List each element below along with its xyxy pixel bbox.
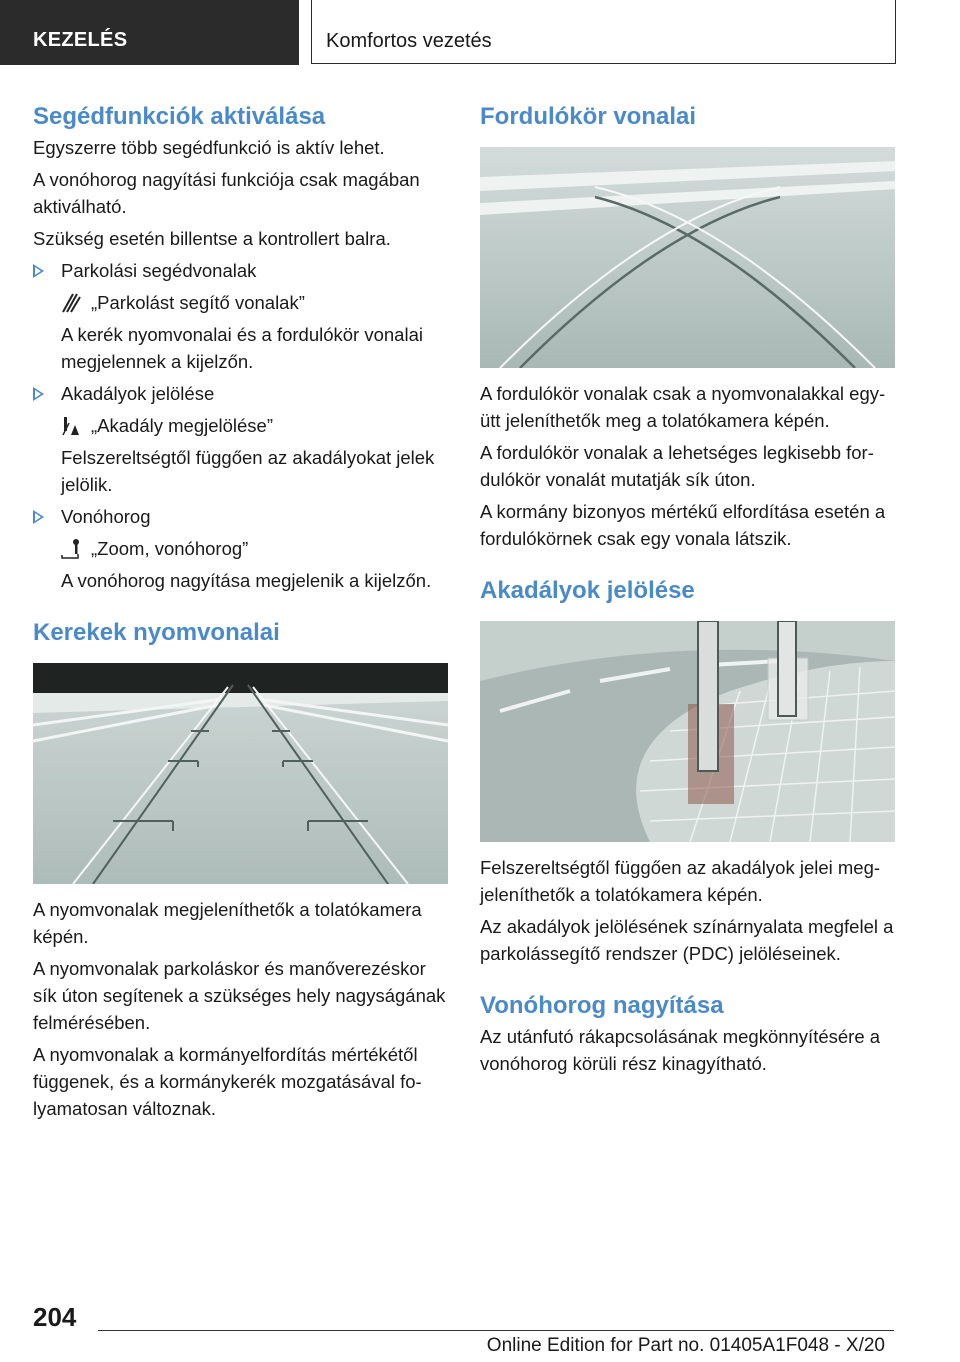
turning-circle-figure <box>480 147 895 368</box>
right-column <box>480 100 895 1077</box>
bullet-detail <box>33 289 448 375</box>
bullet-triangle-icon <box>33 387 44 401</box>
paragraph: Egyszerre több segédfunkció is aktív lehet. <box>33 137 385 158</box>
header-chapter-tab <box>311 0 896 64</box>
footer-divider <box>98 1330 894 1331</box>
paragraph: A kormány bizonyos mértékű elfordítása esetén a fordulókörnek csak egy vonala látszik. <box>480 501 886 549</box>
paragraph: A kerék nyomvonalai és a fordulókör vonalai megjelennek a kijelzőn. <box>61 324 423 372</box>
wheel-tracks-illustration <box>33 663 448 884</box>
obstacle-marking-figure <box>480 621 895 842</box>
wheel-tracks-figure <box>33 663 448 884</box>
parking-lines-icon <box>61 292 81 314</box>
option-label: „Parkolást segítő vonalak” <box>91 292 305 313</box>
page-number: 204 <box>33 1302 77 1332</box>
footer-edition: Online Edition for Part no. 01405A1F048 - X/20 <box>486 1335 885 1356</box>
paragraph: A nyomvonalak parkoláskor és manőverezéskor sík úton segítenek a szükséges hely nagyságának felmérésében. <box>33 958 446 1033</box>
bullet-item-tow-hitch <box>33 503 448 530</box>
obstacle-marking-icon <box>61 415 81 437</box>
heading-tow-hitch-zoom: Vonóhorog nagyítása <box>480 992 724 1019</box>
paragraph: A vonóhorog nagyítása megjelenik a kijelzőn. <box>61 570 432 591</box>
option-label: „Zoom, vonóhorog” <box>91 538 249 559</box>
bullet-detail <box>33 535 448 594</box>
paragraph: Az utánfutó rákapcsolásának megkönnyítésére a vonóhorog körüli rész kinagyítható. <box>480 1026 881 1074</box>
paragraph: A vonóhorog nagyítási funkciója csak magában aktiválható. <box>33 169 420 217</box>
tow-hitch-icon <box>61 538 81 560</box>
paragraph: A nyomvonalak a kormányelfordítás mértékétől függenek, és a kormánykerék mozgatásával folyamatosan változnak. <box>33 1044 422 1119</box>
bullet-label: Akadályok jelölése <box>61 383 215 404</box>
heading-wheel-tracks: Kerekek nyomvonalai <box>33 619 280 646</box>
paragraph: A fordulókör vonalak a lehetséges legkisebb fordulókör vonalát mutatják sík úton. <box>480 442 874 490</box>
header-section-title: KEZELÉS <box>33 29 128 51</box>
bullet-detail <box>33 412 448 498</box>
paragraph: Az akadályok jelölésének színárnyalata megfelel a parkolássegítő rendszer (PDC) jelöléseinek. <box>480 916 894 964</box>
bullet-item-obstacle-marking <box>33 380 448 407</box>
paragraph: A nyomvonalak megjeleníthetők a tolatókamera képén. <box>33 899 422 947</box>
bullet-item-parking-lines <box>33 257 448 284</box>
heading-activate-functions: Segédfunkciók aktiválása <box>33 103 326 130</box>
header-chapter-title: Komfortos vezetés <box>326 30 492 52</box>
bullet-triangle-icon <box>33 510 44 524</box>
paragraph: Szükség esetén billentse a kontrollert balra. <box>33 228 391 249</box>
heading-obstacle-marking: Akadályok jelölése <box>480 577 695 604</box>
paragraph: Felszereltségtől függően az akadályok jelei megjeleníthetők a tolatókamera képén. <box>480 857 881 905</box>
turning-circle-illustration <box>480 147 895 368</box>
bullet-triangle-icon <box>33 264 44 278</box>
bullet-label: Parkolási segédvonalak <box>61 260 257 281</box>
heading-turning-circle: Fordulókör vonalai <box>480 103 697 130</box>
header-section-tab <box>0 0 299 65</box>
paragraph: Felszereltségtől függően az akadályokat jelek jelölik. <box>61 447 435 495</box>
obstacle-marking-illustration <box>480 621 895 842</box>
bullet-label: Vonóhorog <box>61 506 151 527</box>
paragraph: A fordulókör vonalak csak a nyomvonalakkal együtt jeleníthetők meg a tolatókamera képén. <box>480 383 886 431</box>
left-column <box>33 100 448 1122</box>
option-label: „Akadály megjelölése” <box>91 415 274 436</box>
